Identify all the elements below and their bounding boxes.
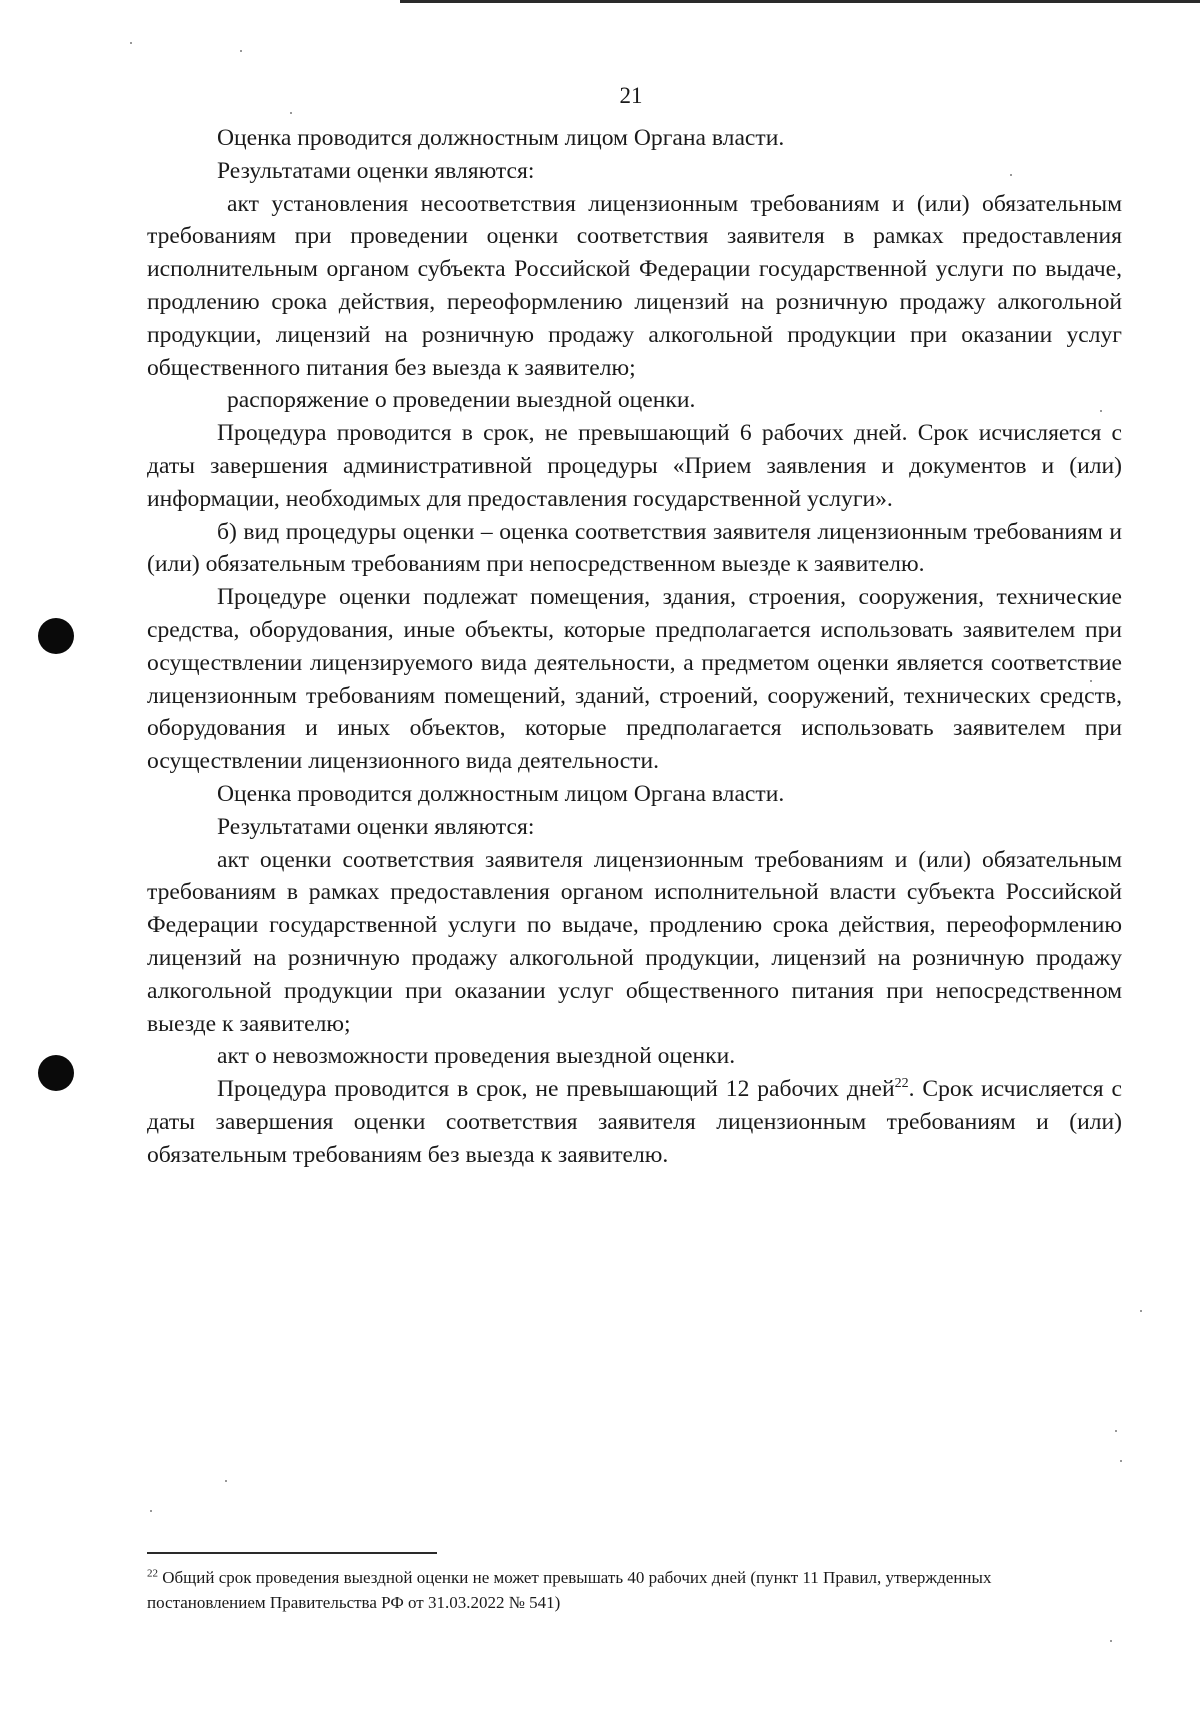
scan-speck: [225, 1480, 227, 1482]
scan-speck: [130, 42, 132, 44]
punch-hole-mark: [38, 1055, 74, 1091]
paragraph: Результатами оценки являются:: [217, 813, 535, 840]
footnote: [147, 1565, 1047, 1615]
scan-speck: [150, 1510, 152, 1512]
footnote-text: Общий срок проведения выездной оценки не может превышать 40 рабочих дней (пункт 11 Правил, утвержденных постановлением Правительства РФ от 31.03.2022 № 541): [147, 1568, 992, 1612]
paragraph: распоряжение о проведении выездной оценки.: [227, 387, 696, 414]
top-border-line: [400, 0, 1200, 3]
paragraph: акт оценки соответствия заявителя лицензионным требованиям и (или) обязательным требованиям в рамках предоставления органом исполнительной власти субъекта Российской Федерации государственной услуги по выдаче, продлению срока действия, переоформлению лицензий на розничную продажу алкогольной продукции, лицензий на розничную продажу алкогольной продукции при оказании услуг общественного питания при непосредственном выезде к заявителю;: [147, 846, 1122, 1037]
footnote-separator: [147, 1552, 437, 1554]
scan-speck: [240, 50, 242, 52]
scan-speck: [1110, 1640, 1112, 1642]
paragraph-with-footnote: [147, 1073, 1122, 1171]
paragraph: акт о невозможности проведения выездной оценки.: [217, 1043, 736, 1070]
scan-speck: [1120, 1460, 1122, 1462]
scan-speck: [1140, 1310, 1142, 1312]
footnote-reference[interactable]: 22: [894, 1076, 909, 1092]
paragraph: акт установления несоответствия лицензионным требованиям и (или) обязательным требованиям при проведении оценки соответствия заявителя в рамках предоставления исполнительным органом субъекта Российской Федерации государственной услуги по выдаче, продлению срока действия, переоформлению лицензий на розничную продажу алкогольной продукции, лицензий на розничную продажу алкогольной продукции при оказании услуг общественного питания без выезда к заявителю;: [147, 190, 1122, 381]
footnote-marker: 22: [147, 1567, 158, 1580]
paragraph: Оценка проводится должностным лицом Органа власти.: [217, 125, 785, 151]
page-number: 21: [619, 83, 643, 108]
paragraph: б) вид процедуры оценки – оценка соответствия заявителя лицензионным требованиям и (или) обязательным требованиям при непосредственном выезде к заявителю.: [147, 518, 1122, 578]
scan-speck: [1115, 1430, 1117, 1432]
paragraph-text: . Срок исчисляется с даты завершения оценки соответствия заявителя лицензионным требованиям и (или) обязательным требованиям без выезда к заявителю.: [147, 1076, 1122, 1168]
document-body: [147, 122, 1122, 1172]
paragraph: Оценка проводится должностным лицом Органа власти.: [217, 780, 785, 807]
paragraph: Процедуре оценки подлежат помещения, здания, строения, сооружения, технические средства, оборудования, иные объекты, которые предполагается использовать заявителем при осуществлении лицензируемого вида деятельности, а предметом оценки является соответствие лицензионным требованиям помещений, зданий, строений, сооружений, технических средств, оборудования и иных объектов, которые предполагается использовать заявителем при осуществлении лицензионного вида деятельности.: [147, 584, 1122, 775]
scan-speck: [290, 112, 292, 114]
paragraph: Результатами оценки являются:: [217, 157, 535, 184]
punch-hole-mark: [38, 618, 74, 654]
paragraph: Процедура проводится в срок, не превышающий 6 рабочих дней. Срок исчисляется с даты завершения административной процедуры «Прием заявления и документов и (или) информации, необходимых для предоставления государственной услуги».: [147, 420, 1122, 512]
paragraph-text: Процедура проводится в срок, не превышающий 12 рабочих дней: [217, 1076, 895, 1103]
